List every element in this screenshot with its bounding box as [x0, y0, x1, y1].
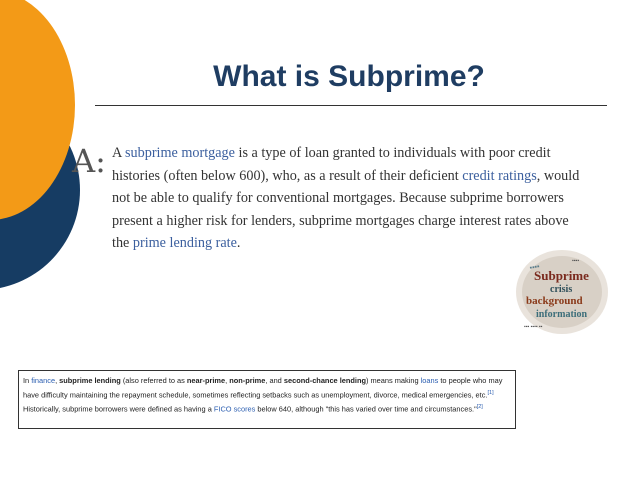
- wiki-text: to people who may have difficulty maintaining the repayment schedule, sometimes reflecting setbacks such as unemployment, divorce, medical emergencies, etc.: [23, 376, 503, 400]
- wiki-text: Historically, subprime borrowers were defined as having a: [23, 404, 214, 414]
- wiki-bold-term: second-chance lending: [283, 376, 366, 385]
- svg-text:▪▪▪ ▪▪▪▪ ▪▪: ▪▪▪ ▪▪▪▪ ▪▪: [524, 325, 543, 330]
- word-cloud-image: [512, 240, 612, 340]
- cloud-word: background: [526, 295, 583, 307]
- wiki-bold-term: non-prime: [229, 376, 266, 385]
- wiki-bold-term: subprime lending: [59, 376, 121, 385]
- wiki-text: ) means making: [366, 376, 421, 385]
- fico-scores-link[interactable]: FICO scores: [213, 404, 256, 414]
- reference-1[interactable]: [1]: [487, 390, 494, 396]
- finance-link[interactable]: finance: [31, 376, 56, 385]
- prime-lending-rate-link[interactable]: prime lending rate: [132, 235, 237, 251]
- answer-text-part: is a type of loan granted to individuals with poor credit histories (often below 600), who, as a result of their deficient: [112, 145, 551, 184]
- cloud-word: Subprime: [534, 268, 589, 283]
- wiki-text: below 640, although "this has varied over time and circumstances.": [255, 404, 477, 414]
- wiki-text: , and: [265, 376, 284, 385]
- loans-link[interactable]: loans: [420, 376, 439, 385]
- wiki-text: (also referred to as: [120, 376, 187, 385]
- answer-text: [112, 142, 582, 255]
- wiki-text: ,: [225, 376, 230, 385]
- title-divider: [95, 105, 607, 106]
- subprime-mortgage-link[interactable]: subprime mortgage: [125, 145, 235, 161]
- answer-text-part: A: [112, 145, 126, 161]
- wiki-text: In: [23, 376, 32, 385]
- wiki-text: ,: [55, 376, 60, 385]
- svg-text:▪▪▪▪: ▪▪▪▪: [528, 262, 541, 272]
- cloud-word: information: [536, 309, 588, 320]
- answer-letter: A:: [72, 142, 106, 180]
- reference-2[interactable]: [2]: [476, 404, 483, 411]
- slide-title: What is Subprime?: [213, 60, 485, 93]
- answer-text-part: , would not be able to qualify for conventional mortgages. Because subprime borrowers present a higher risk for lenders, subprime mortgages charge interest rates above the: [112, 167, 580, 251]
- credit-ratings-link[interactable]: credit ratings: [462, 167, 537, 184]
- wiki-bold-term: near-prime: [186, 376, 226, 385]
- wikipedia-excerpt: [18, 370, 516, 429]
- cloud-word: crisis: [550, 284, 573, 295]
- answer-text-part: .: [236, 235, 241, 251]
- svg-text:▪▪▪▪: ▪▪▪▪: [572, 259, 580, 264]
